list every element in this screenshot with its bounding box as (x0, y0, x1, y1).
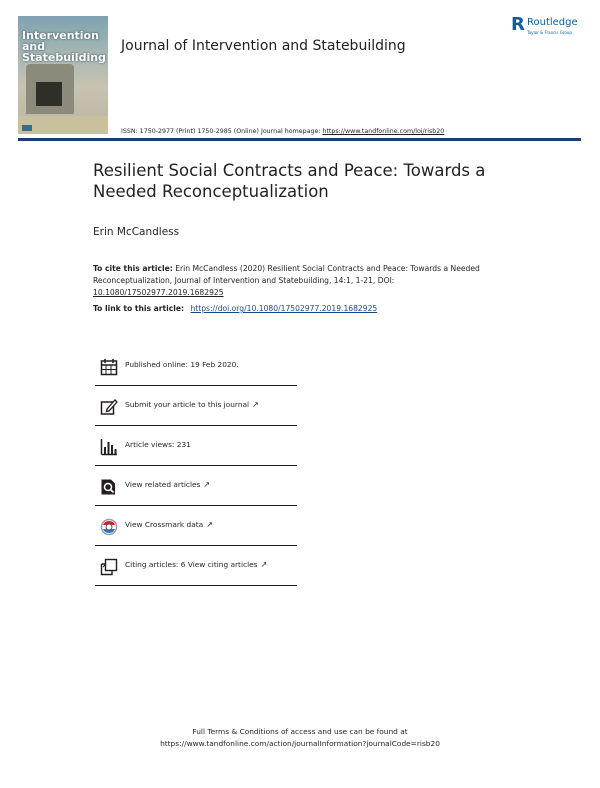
article-link-block (93, 304, 377, 313)
external-link-icon: ↗ (260, 560, 268, 569)
external-link-icon: ↗ (252, 400, 259, 409)
citation-label: To cite this article: (93, 264, 173, 273)
external-link-icon: ↗ (206, 520, 213, 529)
footer-terms-text: Full Terms & Conditions of access and use can be found at (192, 727, 408, 736)
article-link-url[interactable]: https://doi.org/10.1080/17502977.2019.1682925 (190, 304, 378, 313)
article-title: Resilient Social Contracts and Peace: Towards a Needed Reconceptualization (93, 161, 486, 201)
footer (0, 726, 600, 750)
crossmark-label[interactable]: View Crossmark data (125, 520, 204, 529)
citing-articles-link[interactable] (125, 560, 267, 569)
citation-text: Erin McCandless (2020) Resilient Social Contracts and Peace: Towards a Needed Reconceptualization, Journal of Intervention and Statebuilding, 14:1, 1-21, DOI: (93, 264, 480, 285)
crossmark-link[interactable] (125, 520, 213, 529)
journal-title: Journal of Intervention and Statebuilding (121, 38, 406, 54)
header-divider (18, 138, 581, 141)
article-views-text: Article views: 231 (125, 440, 191, 449)
publisher-name: Routledge (527, 17, 578, 28)
journal-cover-image (18, 16, 108, 134)
publisher-logo (511, 16, 586, 42)
calendar-icon (100, 358, 118, 376)
related-search-icon (100, 478, 118, 496)
issn-line (121, 128, 444, 135)
edit-icon (100, 398, 118, 416)
related-articles-link[interactable] (125, 480, 210, 489)
submit-article-label[interactable]: Submit your article to this journal (125, 400, 250, 409)
footer-terms-url[interactable]: https://www.tandfonline.com/action/journalInformation?journalCode=risb20 (160, 739, 440, 748)
routledge-logo-icon: R (511, 14, 525, 35)
citation-block (93, 263, 493, 298)
submit-article-link[interactable] (125, 400, 259, 409)
bar-chart-icon (100, 438, 118, 456)
citing-articles-label[interactable]: Citing articles: 6 View citing articles (125, 560, 258, 569)
article-link-label: To link to this article: (93, 304, 185, 313)
list-item-crossmark[interactable] (95, 505, 297, 546)
citing-articles-icon (100, 558, 118, 576)
list-item-article-views (95, 425, 297, 466)
list-item-published (95, 345, 297, 386)
cover-title: Intervention and Statebuilding (22, 29, 106, 64)
related-articles-label[interactable]: View related articles (125, 480, 201, 489)
article-author: Erin McCandless (93, 226, 180, 238)
cover-pillbox-window (36, 82, 62, 106)
crossmark-icon (100, 518, 118, 536)
journal-homepage-link[interactable]: https://www.tandfonline.com/loi/risb20 (322, 128, 445, 135)
list-item-citing-articles[interactable] (95, 545, 297, 586)
cover-badge (22, 125, 32, 131)
list-item-related-articles[interactable] (95, 465, 297, 506)
external-link-icon: ↗ (203, 480, 211, 489)
issn-text: ISSN: 1750-2977 (Print) 1750-2985 (Online) Journal homepage: (121, 128, 321, 135)
citation-doi-link[interactable]: 10.1080/17502977.2019.1682925 (93, 287, 224, 297)
list-item-submit-article[interactable] (95, 385, 297, 426)
published-online-text: Published online: 19 Feb 2020. (125, 360, 239, 369)
publisher-tagline: Taylor & Francis Group (527, 30, 572, 35)
